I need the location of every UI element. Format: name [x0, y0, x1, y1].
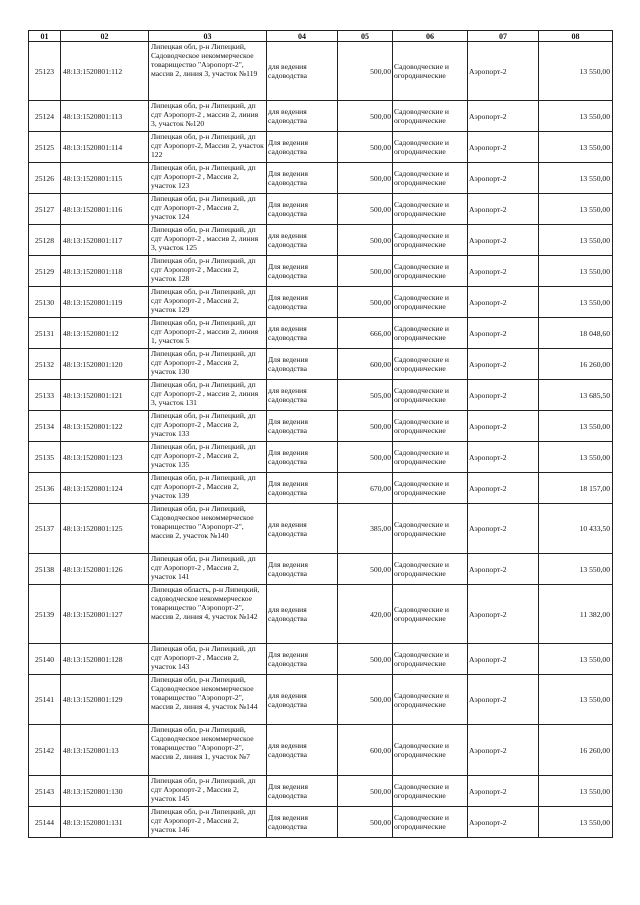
cadastral-value-cell: 16 260,00	[539, 725, 613, 776]
cadastral-value-cell: 13 550,00	[539, 256, 613, 287]
zone-cell: Аэропорт-2	[468, 473, 539, 504]
permitted-use-cell: Для ведения садоводства	[267, 411, 338, 442]
zone-cell: Аэропорт-2	[468, 42, 539, 101]
cadastral-number-cell: 48:13:1520801:112	[61, 42, 149, 101]
document-page	[28, 30, 612, 838]
address-text: Липецкая обл, р-н Липецкий, дп сдт Аэропорт-2 , Массив 2, участок 128	[151, 256, 256, 283]
area-cell: 500,00	[338, 442, 393, 473]
zone-cell: Аэропорт-2	[468, 554, 539, 585]
row-number-cell: 25141	[29, 675, 61, 725]
address-cell	[149, 101, 267, 132]
cadastral-value-cell: 13 550,00	[539, 644, 613, 675]
address-cell	[149, 776, 267, 807]
permitted-use-cell: Для ведения садоводства	[267, 807, 338, 838]
zone-cell: Аэропорт-2	[468, 132, 539, 163]
row-number-cell: 25128	[29, 225, 61, 256]
cadastral-value-cell: 13 550,00	[539, 554, 613, 585]
address-cell	[149, 225, 267, 256]
address-cell	[149, 287, 267, 318]
permitted-use-cell: Для ведения садоводства	[267, 349, 338, 380]
row-number-cell: 25139	[29, 585, 61, 644]
cadastral-number-cell: 48:13:1520801:119	[61, 287, 149, 318]
cadastral-value-cell: 13 550,00	[539, 42, 613, 101]
row-number-cell: 25140	[29, 644, 61, 675]
zone-cell: Аэропорт-2	[468, 256, 539, 287]
cadastral-value-cell: 13 550,00	[539, 163, 613, 194]
land-category-cell: Садоводческие и огороднические	[393, 287, 468, 318]
column-header: 01	[29, 31, 61, 42]
address-cell	[149, 807, 267, 838]
area-cell: 505,00	[338, 380, 393, 411]
address-cell	[149, 473, 267, 504]
area-cell: 500,00	[338, 554, 393, 585]
permitted-use-cell: для ведения садоводства	[267, 318, 338, 349]
table-row	[29, 42, 613, 101]
row-number-cell: 25138	[29, 554, 61, 585]
table-row	[29, 442, 613, 473]
cadastral-number-cell: 48:13:1520801:113	[61, 101, 149, 132]
cadastral-value-cell: 18 157,00	[539, 473, 613, 504]
zone-cell: Аэропорт-2	[468, 101, 539, 132]
area-cell: 500,00	[338, 411, 393, 442]
land-category-cell: Садоводческие и огороднические	[393, 42, 468, 101]
cadastral-number-cell: 48:13:1520801:126	[61, 554, 149, 585]
permitted-use-cell: для ведения садоводства	[267, 380, 338, 411]
cadastral-number-cell: 48:13:1520801:125	[61, 504, 149, 554]
address-cell	[149, 349, 267, 380]
permitted-use-cell: для ведения садоводства	[267, 725, 338, 776]
row-number-cell: 25129	[29, 256, 61, 287]
cadastral-number-cell: 48:13:1520801:115	[61, 163, 149, 194]
address-cell	[149, 585, 267, 644]
table-row	[29, 287, 613, 318]
land-category-cell: Садоводческие и огороднические	[393, 132, 468, 163]
cadastral-number-cell: 48:13:1520801:13	[61, 725, 149, 776]
address-cell	[149, 318, 267, 349]
land-category-cell: Садоводческие и огороднические	[393, 225, 468, 256]
land-category-cell: Садоводческие и огороднические	[393, 380, 468, 411]
cadastral-number-cell: 48:13:1520801:118	[61, 256, 149, 287]
permitted-use-cell: Для ведения садоводства	[267, 473, 338, 504]
zone-cell: Аэропорт-2	[468, 349, 539, 380]
row-number-cell: 25132	[29, 349, 61, 380]
row-number-cell: 25131	[29, 318, 61, 349]
table-row	[29, 256, 613, 287]
permitted-use-cell: Для ведения садоводства	[267, 287, 338, 318]
address-text: Липецкая обл, р-н Липецкий, дп сдт Аэропорт-2 , Массив 2, участок 124	[151, 194, 256, 221]
address-text: Липецкая обл, р-н Липецкий, дп сдт Аэропорт-2 , Массив 2, участок 145	[151, 776, 256, 803]
cadastral-value-cell: 13 550,00	[539, 807, 613, 838]
land-category-cell: Садоводческие и огороднические	[393, 504, 468, 554]
table-row	[29, 554, 613, 585]
table-row	[29, 318, 613, 349]
area-cell: 666,00	[338, 318, 393, 349]
address-text: Липецкая обл, р-н Липецкий, дп сдт Аэропорт-2 , Массив 2, участок 133	[151, 411, 256, 438]
address-cell	[149, 725, 267, 776]
cadastral-number-cell: 48:13:1520801:124	[61, 473, 149, 504]
row-number-cell: 25126	[29, 163, 61, 194]
table-row	[29, 776, 613, 807]
cadastral-number-cell: 48:13:1520801:127	[61, 585, 149, 644]
address-text: Липецкая обл, р-н Липецкий, дп сдт Аэропорт-2 , массив 2, линия 3, участок №120	[151, 101, 259, 128]
area-cell: 385,00	[338, 504, 393, 554]
cadastral-number-cell: 48:13:1520801:12	[61, 318, 149, 349]
area-cell: 500,00	[338, 225, 393, 256]
address-cell	[149, 504, 267, 554]
permitted-use-cell: для ведения садоводства	[267, 101, 338, 132]
area-cell: 500,00	[338, 675, 393, 725]
table-row	[29, 504, 613, 554]
table-row	[29, 132, 613, 163]
zone-cell: Аэропорт-2	[468, 225, 539, 256]
address-text: Липецкая обл, р-н Липецкий, дп сдт Аэропорт-2 , массив 2, линия 3, участок 125	[151, 225, 259, 252]
table-row	[29, 644, 613, 675]
land-category-cell: Садоводческие и огороднические	[393, 473, 468, 504]
address-text: Липецкая обл, р-н Липецкий, Садоводческое некоммерческое товарищество "Аэропорт-2", массив 2, участок №140	[151, 504, 254, 540]
row-number-cell: 25125	[29, 132, 61, 163]
row-number-cell: 25130	[29, 287, 61, 318]
row-number-cell: 25137	[29, 504, 61, 554]
land-category-cell: Садоводческие и огороднические	[393, 585, 468, 644]
address-text: Липецкая обл, р-н Липецкий, дп сдт Аэропорт-2, Массив 2, участок 122	[151, 132, 264, 159]
area-cell: 500,00	[338, 132, 393, 163]
permitted-use-cell: Для ведения садоводства	[267, 256, 338, 287]
address-cell	[149, 675, 267, 725]
address-cell	[149, 644, 267, 675]
cadastral-number-cell: 48:13:1520801:123	[61, 442, 149, 473]
permitted-use-cell: Для ведения садоводства	[267, 776, 338, 807]
address-cell	[149, 42, 267, 101]
land-category-cell: Садоводческие и огороднические	[393, 194, 468, 225]
address-text: Липецкая обл, р-н Липецкий, дп сдт Аэропорт-2 , Массив 2, участок 135	[151, 442, 256, 469]
table-row	[29, 411, 613, 442]
cadastral-number-cell: 48:13:1520801:117	[61, 225, 149, 256]
zone-cell: Аэропорт-2	[468, 380, 539, 411]
cadastral-value-cell: 13 550,00	[539, 776, 613, 807]
cadastral-value-cell: 13 685,50	[539, 380, 613, 411]
area-cell: 500,00	[338, 101, 393, 132]
row-number-cell: 25136	[29, 473, 61, 504]
area-cell: 500,00	[338, 163, 393, 194]
permitted-use-cell: Для ведения садоводства	[267, 132, 338, 163]
zone-cell: Аэропорт-2	[468, 585, 539, 644]
row-number-cell: 25142	[29, 725, 61, 776]
row-number-cell: 25133	[29, 380, 61, 411]
address-text: Липецкая обл, р-н Липецкий, дп сдт Аэропорт-2 , Массив 2, участок 130	[151, 349, 256, 376]
address-text: Липецкая обл, р-н Липецкий, Садоводческое некоммерческое товарищество "Аэропорт-2", массив 2, линия 1, участок №7	[151, 725, 254, 761]
zone-cell: Аэропорт-2	[468, 194, 539, 225]
address-text: Липецкая обл, р-н Липецкий, дп сдт Аэропорт-2 , Массив 2, участок 146	[151, 807, 256, 834]
table-row	[29, 585, 613, 644]
land-category-cell: Садоводческие и огороднические	[393, 554, 468, 585]
address-cell	[149, 554, 267, 585]
cadastral-value-cell: 13 550,00	[539, 442, 613, 473]
land-category-cell: Садоводческие и огороднические	[393, 776, 468, 807]
table-row	[29, 163, 613, 194]
permitted-use-cell: Для ведения садоводства	[267, 644, 338, 675]
cadastral-number-cell: 48:13:1520801:129	[61, 675, 149, 725]
permitted-use-cell: для ведения садоводства	[267, 42, 338, 101]
land-category-cell: Садоводческие и огороднические	[393, 101, 468, 132]
area-cell: 500,00	[338, 644, 393, 675]
permitted-use-cell: для ведения садоводства	[267, 675, 338, 725]
table-row	[29, 101, 613, 132]
area-cell: 420,00	[338, 585, 393, 644]
area-cell: 500,00	[338, 807, 393, 838]
land-category-cell: Садоводческие и огороднические	[393, 644, 468, 675]
cadastral-number-cell: 48:13:1520801:120	[61, 349, 149, 380]
row-number-cell: 25123	[29, 42, 61, 101]
address-text: Липецкая обл, р-н Липецкий, дп сдт Аэропорт-2 , массив 2, линия 3, участок 131	[151, 380, 259, 407]
zone-cell: Аэропорт-2	[468, 675, 539, 725]
cadastral-number-cell: 48:13:1520801:131	[61, 807, 149, 838]
area-cell: 600,00	[338, 725, 393, 776]
land-category-cell: Садоводческие и огороднические	[393, 318, 468, 349]
land-category-cell: Садоводческие и огороднические	[393, 349, 468, 380]
permitted-use-cell: для ведения садоводства	[267, 504, 338, 554]
land-category-cell: Садоводческие и огороднические	[393, 411, 468, 442]
cadastral-number-cell: 48:13:1520801:121	[61, 380, 149, 411]
address-cell	[149, 132, 267, 163]
zone-cell: Аэропорт-2	[468, 725, 539, 776]
cadastral-number-cell: 48:13:1520801:130	[61, 776, 149, 807]
permitted-use-cell: Для ведения садоводства	[267, 194, 338, 225]
column-header: 06	[393, 31, 468, 42]
zone-cell: Аэропорт-2	[468, 442, 539, 473]
address-cell	[149, 411, 267, 442]
cadastral-value-cell: 13 550,00	[539, 194, 613, 225]
column-header: 07	[468, 31, 539, 42]
address-text: Липецкая обл, р-н Липецкий, Садоводческое некоммерческое товарищество "Аэропорт-2", массив 2, линия 3, участок №119	[151, 42, 258, 78]
row-number-cell: 25134	[29, 411, 61, 442]
cadastral-number-cell: 48:13:1520801:116	[61, 194, 149, 225]
cadastral-value-cell: 10 433,50	[539, 504, 613, 554]
zone-cell: Аэропорт-2	[468, 411, 539, 442]
address-text: Липецкая обл, р-н Липецкий, дп сдт Аэропорт-2 , Массив 2, участок 139	[151, 473, 256, 500]
cadastral-value-cell: 18 048,60	[539, 318, 613, 349]
row-number-cell: 25127	[29, 194, 61, 225]
row-number-cell: 25143	[29, 776, 61, 807]
land-category-cell: Садоводческие и огороднические	[393, 675, 468, 725]
cadastral-value-cell: 11 382,00	[539, 585, 613, 644]
row-number-cell: 25124	[29, 101, 61, 132]
cadastral-value-cell: 13 550,00	[539, 132, 613, 163]
table-row	[29, 349, 613, 380]
zone-cell: Аэропорт-2	[468, 318, 539, 349]
address-text: Липецкая обл, р-н Липецкий, дп сдт Аэропорт-2 , Массив 2, участок 143	[151, 644, 256, 671]
permitted-use-cell: Для ведения садоводства	[267, 442, 338, 473]
cadastral-value-cell: 13 550,00	[539, 411, 613, 442]
area-cell: 600,00	[338, 349, 393, 380]
table-row	[29, 807, 613, 838]
cadastral-value-cell: 13 550,00	[539, 101, 613, 132]
address-text: Липецкая обл, р-н Липецкий, дп сдт Аэропорт-2 , массив 2, линия 1, участок 5	[151, 318, 259, 345]
table-row	[29, 194, 613, 225]
table-row	[29, 675, 613, 725]
cadastral-number-cell: 48:13:1520801:114	[61, 132, 149, 163]
address-text: Липецкая обл, р-н Липецкий, Садоводческое некоммерческое товарищество "Аэропорт-2", массив 2, линия 4, участок №144	[151, 675, 258, 711]
zone-cell: Аэропорт-2	[468, 776, 539, 807]
area-cell: 500,00	[338, 776, 393, 807]
address-cell	[149, 442, 267, 473]
column-header: 03	[149, 31, 267, 42]
table-row	[29, 380, 613, 411]
area-cell: 500,00	[338, 194, 393, 225]
land-category-cell: Садоводческие и огороднические	[393, 725, 468, 776]
land-category-cell: Садоводческие и огороднические	[393, 163, 468, 194]
land-category-cell: Садоводческие и огороднические	[393, 807, 468, 838]
cadastral-value-cell: 13 550,00	[539, 287, 613, 318]
table-row	[29, 225, 613, 256]
address-text: Липецкая область, р-н Липецкий, садоводческое некоммерческое товарищество "Аэропорт-2", массив 2, линия 4, участок №142	[151, 585, 260, 621]
zone-cell: Аэропорт-2	[468, 644, 539, 675]
address-cell	[149, 380, 267, 411]
area-cell: 500,00	[338, 256, 393, 287]
cadastral-number-cell: 48:13:1520801:128	[61, 644, 149, 675]
column-header: 04	[267, 31, 338, 42]
zone-cell: Аэропорт-2	[468, 287, 539, 318]
permitted-use-cell: для ведения садоводства	[267, 585, 338, 644]
land-category-cell: Садоводческие и огороднические	[393, 256, 468, 287]
area-cell: 500,00	[338, 287, 393, 318]
cadastral-value-cell: 13 550,00	[539, 675, 613, 725]
table-row	[29, 473, 613, 504]
permitted-use-cell: Для ведения садоводства	[267, 163, 338, 194]
cadastral-number-cell: 48:13:1520801:122	[61, 411, 149, 442]
column-header: 02	[61, 31, 149, 42]
land-plots-table	[28, 30, 613, 838]
address-text: Липецкая обл, р-н Липецкий, дп сдт Аэропорт-2 , Массив 2, участок 129	[151, 287, 256, 314]
cadastral-value-cell: 13 550,00	[539, 225, 613, 256]
row-number-cell: 25135	[29, 442, 61, 473]
address-cell	[149, 163, 267, 194]
address-text: Липецкая обл, р-н Липецкий, дп сдт Аэропорт-2 , Массив 2, участок 123	[151, 163, 256, 190]
header-row	[29, 31, 613, 42]
table-body	[29, 42, 613, 838]
zone-cell: Аэропорт-2	[468, 504, 539, 554]
area-cell: 500,00	[338, 42, 393, 101]
row-number-cell: 25144	[29, 807, 61, 838]
permitted-use-cell: Для ведения садоводства	[267, 554, 338, 585]
zone-cell: Аэропорт-2	[468, 807, 539, 838]
address-cell	[149, 256, 267, 287]
address-text: Липецкая обл, р-н Липецкий, дп сдт Аэропорт-2 , Массив 2, участок 141	[151, 554, 256, 581]
table-row	[29, 725, 613, 776]
land-category-cell: Садоводческие и огороднические	[393, 442, 468, 473]
zone-cell: Аэропорт-2	[468, 163, 539, 194]
column-header: 08	[539, 31, 613, 42]
address-cell	[149, 194, 267, 225]
column-header: 05	[338, 31, 393, 42]
permitted-use-cell: для ведения садоводства	[267, 225, 338, 256]
cadastral-value-cell: 16 260,00	[539, 349, 613, 380]
area-cell: 670,00	[338, 473, 393, 504]
